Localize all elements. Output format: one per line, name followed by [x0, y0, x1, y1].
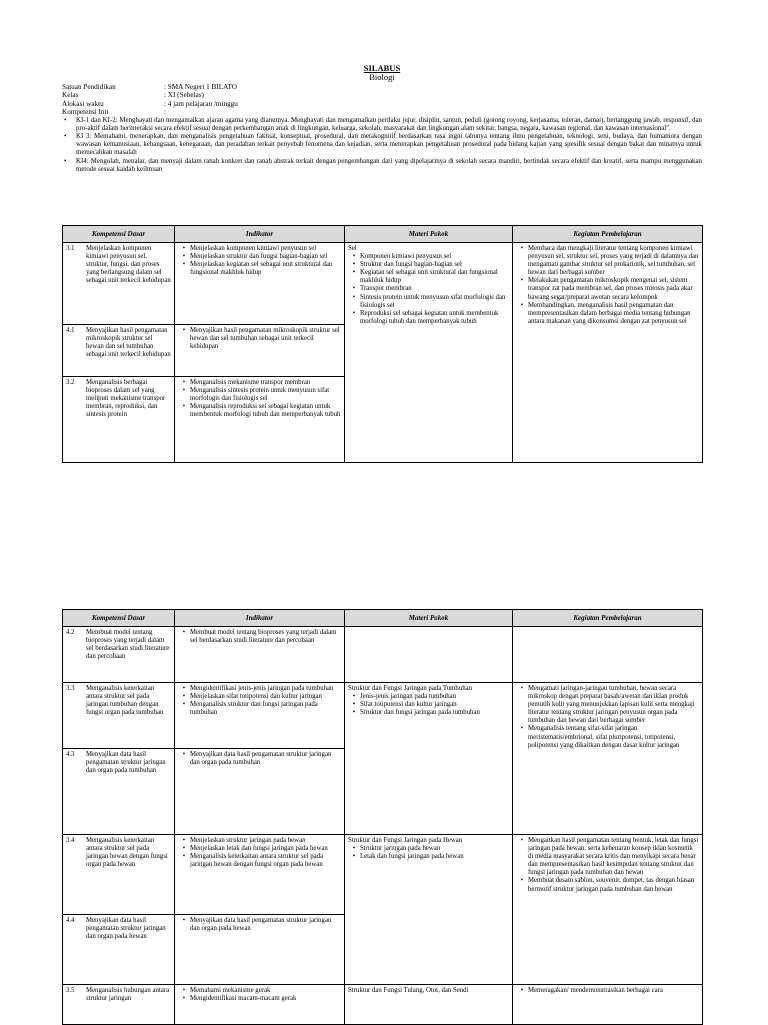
bullet-icon: •: [182, 751, 186, 758]
indikator-list: [178, 327, 341, 351]
kd-text: Menjelaskan komponen kimiawi penyusun sel, struktur, fungsi, dan proses yang berlangsung dalam sel sebagai unit terkecil kehidupan: [86, 245, 171, 285]
table-row: [63, 243, 703, 325]
kd-number: 3.4: [66, 837, 75, 844]
document-header: [62, 64, 702, 174]
kd-entry: [66, 917, 171, 941]
table-header-row: [63, 610, 703, 627]
indikator-list-text: Memahami mekanisme gerak: [190, 987, 271, 994]
bullet-icon: •: [352, 693, 356, 701]
indikator-list-item: [178, 261, 341, 277]
kegiatan-list: [516, 987, 699, 995]
materi-list-item: [348, 709, 509, 717]
table-header-row: [63, 226, 703, 243]
materi-list-item: [348, 845, 509, 853]
kegiatan-list-item: [516, 725, 699, 749]
indikator-list-text: Menganalisis sintesis protein untuk menyusun sifat morfologis dan fisiologis sel: [190, 387, 330, 403]
kegiatan-cell: [513, 243, 703, 463]
meta-value: :: [164, 108, 166, 117]
indikator-list: [178, 379, 341, 419]
materi-list: [348, 693, 509, 717]
kegiatan-list-item: [516, 837, 699, 877]
kd-number: 4.2: [66, 629, 75, 636]
indikator-cell: [175, 683, 345, 749]
materi-list-text: Struktur dan fungsi bagian-bagian sel: [360, 261, 462, 269]
bullet-icon: •: [520, 277, 524, 285]
bullet-icon: •: [182, 403, 186, 411]
ki-item: [62, 158, 702, 174]
indikator-list: [178, 987, 341, 1003]
meta-value: : XI (Sebelas): [164, 91, 204, 100]
materi-list: [348, 845, 509, 861]
bullet-icon: •: [182, 379, 186, 386]
materi-list-text: Struktur dan fungsi jaringan pada tumbuhan: [360, 709, 480, 717]
materi-pokok-cell: [345, 627, 513, 683]
bullet-icon: •: [352, 261, 356, 269]
ki-text: KI-1 dan KI-2: Menghayati dan mengamalkan ajaran agama yang dianutnya. Menghayati dan mengamalkan perilaku jujur, disiplin, santun, peduli (gotong royong, kerjasama, toleran, damai), bertanggung jawab, responsif, dan pro-aktif dalam berinteraksi secara efektif sesuai dengan perkembangan anak di lingkungan, keluarga, sekolah, masyarakat dan lingkungan alam sekitar, bangsa, negara, kawasan regional, dan kawasan internasional".: [76, 116, 702, 132]
bullet-icon: •: [182, 685, 186, 692]
kegiatan-list-text: Membandingkan, menganalisis hasil pengamatan dan mempresentasikan dalam berbagai media tentang hubungan antara makanan yang dikonsumsi dengan zat penyusun sel: [528, 301, 691, 325]
kompetensi-dasar-cell: [63, 985, 175, 1025]
kompetensi-dasar-cell: [63, 627, 175, 683]
indikator-list: [178, 245, 341, 277]
kegiatan-list-text: Menganalisis tentang sifat-sifat jaringan meristematis/embrional, sifat pluripotensi, totipotensi, polipotensi yang dikaitkan dengan dasar kultur jaringan: [528, 725, 680, 749]
indikator-list-item: [178, 751, 341, 767]
document-subtitle: Biologi: [369, 72, 395, 82]
kegiatan-list-text: Mengaitkan hasil pengamatan tentang bentuk, letak dan fungsi jaringan pada hewan, serta kebenaran konsep iklan kosmetik di media masyarakat secara kritis dan menyikapi secara benar dan mempresentasikan hasil kesimpulan tentang struktur dan fungsi jaringan pada tumbuhan dan hewan: [528, 837, 699, 877]
column-header: Materi Pokok: [345, 226, 513, 243]
materi-heading: Struktur dan Fungsi Jaringan pada Hewan: [348, 837, 463, 844]
kd-text: Menyajikan hasil pengamatan mikroskopik struktur sel hewan dan sel tumbuhan sebagai unit terkecil kehidupan: [86, 327, 171, 359]
kompetensi-dasar-cell: [63, 683, 175, 749]
kegiatan-cell: [513, 835, 703, 985]
ki-item: [62, 133, 702, 158]
bullet-icon: •: [64, 157, 67, 165]
materi-list: [348, 253, 509, 326]
bullet-icon: •: [64, 133, 67, 141]
bullet-icon: •: [520, 301, 524, 309]
indikator-list-item: [178, 403, 341, 419]
bullet-icon: •: [182, 837, 186, 844]
indikator-cell: [175, 915, 345, 985]
kd-text: Menganalisis berbagai bioproses dalam sel yang meliputi mekanisme transpor membran, reproduksi, dan sintesis protein: [86, 379, 166, 419]
materi-list-item: [348, 853, 509, 861]
bullet-icon: •: [352, 701, 356, 709]
kd-entry: [66, 245, 171, 285]
bullet-icon: •: [182, 853, 186, 861]
indikator-list-item: [178, 379, 341, 387]
kegiatan-list-item: [516, 685, 699, 725]
indikator-list-text: Menjelaskan struktur dan fungsi bagian-bagian sel: [190, 253, 328, 261]
kompetensi-dasar-cell: [63, 243, 175, 325]
table-row: [63, 627, 703, 683]
kegiatan-list-item: [516, 245, 699, 277]
indikator-cell: [175, 835, 345, 915]
kd-entry: [66, 837, 171, 869]
ki-text: KI4: Mengolah, menalar, dan menyaji dalam ranah konkret dan ranah abstrak terkait dengan pengembangan dari yang dipelajarinya di sekolah secara mandiri, bertindak secara efektif dan kreatif, serta mampu menggunakan metode sesuai kaidah keilmuan: [76, 157, 702, 173]
kegiatan-list-text: Membaca dan mengkaji literatur tentang komponen kimiawi penyusun sel, struktur sel, proses yang terjadi di dalamnya dan mengamati gambar struktur sel prokariotik, sel tumbuhan, sel hewan dari berbagai sumber: [528, 245, 699, 277]
materi-list-item: [348, 285, 509, 293]
materi-pokok-cell: [345, 835, 513, 985]
indikator-list-item: [178, 845, 341, 853]
bullet-icon: •: [182, 387, 186, 395]
bullet-icon: •: [352, 309, 356, 317]
kegiatan-list-text: Melakukan pengamatan mikroskopik mengenai sel, sistem transpor zat pada membran sel, dan proses mitosis pada akar bawang segar/preparat awetan secara kelompok: [528, 277, 693, 301]
bullet-icon: •: [520, 877, 524, 885]
meta-label: Alokasi waktu: [62, 99, 104, 108]
indikator-cell: [175, 243, 345, 325]
bullet-icon: •: [182, 629, 186, 636]
kd-text: Menyajikan data hasil pengamatan struktur jaringan dan organ pada hewan: [86, 917, 166, 941]
meta-row: [62, 91, 702, 99]
kegiatan-list-text: Memeragakan/ mendemonstrasikan berbagai cara: [528, 987, 663, 994]
syllabus-table-1: [62, 225, 703, 463]
materi-list-item: [348, 693, 509, 701]
bullet-icon: •: [182, 245, 186, 252]
bullet-icon: •: [182, 327, 186, 334]
meta-row: [62, 83, 702, 91]
identity-block: [62, 83, 702, 117]
kd-number: 4.4: [66, 917, 75, 924]
column-header: Kompetensi Dasar: [63, 610, 175, 627]
indikator-list-item: [178, 995, 341, 1003]
kd-entry: [66, 987, 171, 1003]
materi-list-text: Struktur jaringan pada hewan: [360, 845, 441, 853]
indikator-cell: [175, 985, 345, 1025]
materi-heading: Sel: [348, 245, 357, 252]
indikator-list-item: [178, 693, 341, 701]
meta-row: [62, 108, 702, 116]
bullet-icon: •: [352, 293, 356, 301]
indikator-list-text: Menganalisis struktur dan fungsi jaringan pada tumbuhan: [190, 701, 318, 717]
bullet-icon: •: [352, 709, 356, 717]
bullet-icon: •: [182, 701, 186, 709]
kompetensi-dasar-cell: [63, 915, 175, 985]
kd-text: Menganalisis keterkaitan antara struktur sel pada jaringan tumbuhan dengan fungsi organ pada tumbuhan: [86, 685, 164, 717]
materi-list-text: Sintesis protein untuk menyusun sifat morfologis dan fisiologis sel: [360, 293, 506, 309]
materi-list-text: Kegiatan sel sebagai unit struktural dan fungsional makhluk hidup: [360, 269, 498, 285]
meta-value: : 4 jam pelajaran /minggu: [164, 99, 238, 108]
indikator-list-text: Mengidentifikasi jenis-jenis jaringan pada tumbuhan: [190, 685, 334, 692]
kompetensi-dasar-cell: [63, 325, 175, 377]
kegiatan-list-text: Membuat desain sablon, souvenir, dompet, tas dengan hiasan bermotif struktur jaringan pada tumbuhan dan hewan: [528, 877, 695, 893]
column-header: Kompetensi Dasar: [63, 226, 175, 243]
kd-text: Menganalisis hubungan antara struktur jaringan: [86, 987, 170, 1003]
materi-list-text: Reproduksi sel sebagai kegiatan untuk membentuk morfologi tubuh dan memperbanyak tubuh: [360, 309, 499, 325]
bullet-icon: •: [352, 269, 356, 277]
kd-entry: [66, 751, 171, 775]
indikator-list: [178, 751, 341, 767]
materi-list-item: [348, 261, 509, 269]
indikator-list-item: [178, 685, 341, 693]
ki-text: KI 3: Memahami, menerapkan, dan menganalisis pengetahuan faktual, konseptual, prosedural, dan metakognitif berdasarkan rasa ingin tahunya tentang ilmu pengetahuan, teknologi, seni, budaya, dan humaniora dengan wawasan kemanusiaan, kebangsaan, kenegaraan, dan peradaban terkait penyebab fenomena dan kejadian, serta menerapkan pengetahuan prosedural pada bidang kajian yang spesifik sesuai dengan bakat dan minatnya untuk memecahkan masalah: [76, 133, 702, 157]
kegiatan-list: [516, 837, 699, 894]
kd-number: 3.2: [66, 379, 75, 386]
kd-text: Menganalisis keterkaitan antara struktur sel pada jaringan hewan dengan fungsi organ pada hewan: [86, 837, 168, 869]
indikator-list-text: Menjelaskan sifat totipotensi dan kultur jaringan: [190, 693, 322, 701]
bullet-icon: •: [352, 845, 356, 853]
bullet-icon: •: [182, 253, 186, 261]
indikator-list-item: [178, 387, 341, 403]
kegiatan-list: [516, 685, 699, 750]
column-header: Indikator: [175, 610, 345, 627]
kegiatan-cell: [513, 985, 703, 1025]
indikator-cell: [175, 749, 345, 835]
table-row: [63, 985, 703, 1025]
ki-item: [62, 117, 702, 133]
meta-row: [62, 100, 702, 108]
indikator-list: [178, 685, 341, 717]
indikator-list-text: Membuat model tentang bioproses yang terjadi dalam sel berdasarkan studi literature dan percobaan: [190, 629, 337, 645]
indikator-cell: [175, 377, 345, 463]
kd-number: 4.1: [66, 327, 75, 334]
column-header: Indikator: [175, 226, 345, 243]
meta-label: Kelas: [62, 91, 79, 100]
bullet-icon: •: [182, 995, 186, 1003]
syllabus-table-2: [62, 609, 703, 1025]
kegiatan-list-item: [516, 987, 699, 995]
materi-heading: Struktur dan Fungsi Tulang, Otot, dan Sendi: [348, 987, 469, 994]
indikator-list-item: [178, 917, 341, 933]
kegiatan-cell: [513, 683, 703, 835]
bullet-icon: •: [352, 253, 356, 261]
bullet-icon: •: [352, 853, 356, 861]
indikator-list-item: [178, 701, 341, 717]
indikator-list-text: Menyajikan data hasil pengamatan struktur jaringan dan organ pada hewan: [190, 917, 332, 933]
indikator-list-text: Menganalisis reproduksi sel sebagai kegiatan untuk membentuk morfologi tubuh dan memperbanyak tubuh: [190, 403, 341, 419]
kompetensi-dasar-cell: [63, 749, 175, 835]
indikator-list-text: Menganalisis mekanisme transpor membran: [190, 379, 311, 386]
kd-entry: [66, 379, 171, 419]
indikator-list-item: [178, 245, 341, 253]
bullet-icon: •: [64, 116, 67, 124]
bullet-icon: •: [520, 685, 524, 692]
indikator-list-text: Menganalisis keterkaitan antara struktur sel pada jaringan hewan dengan fungsi organ pada hewan: [190, 853, 324, 869]
materi-pokok-cell: [345, 683, 513, 835]
kd-number: 3.5: [66, 987, 75, 994]
kd-entry: [66, 629, 171, 661]
indikator-list: [178, 629, 341, 645]
bullet-icon: •: [520, 245, 524, 252]
materi-list-text: Jenis-jenis jaringan pada tumbuhan: [360, 693, 457, 701]
meta-value: : SMA Negeri 1 BILATO: [164, 83, 237, 91]
kompetensi-inti-list: [62, 117, 702, 174]
bullet-icon: •: [182, 987, 186, 994]
materi-list-item: [348, 701, 509, 709]
indikator-list-text: Mengidentifikasi macam-macam gerak: [190, 995, 297, 1003]
indikator-list-text: Menjelaskan struktur jaringan pada hewan: [190, 837, 306, 844]
indikator-list-text: Menjelaskan komponen kimiawi penyusun sel: [190, 245, 317, 252]
kompetensi-dasar-cell: [63, 377, 175, 463]
indikator-list-item: [178, 253, 341, 261]
kd-number: 3.3: [66, 685, 75, 692]
bullet-icon: •: [182, 845, 186, 853]
kegiatan-list-item: [516, 302, 699, 326]
materi-list-text: Transpor membran: [360, 285, 412, 293]
column-header: Kegiatan Pembelajaran: [513, 226, 703, 243]
indikator-list-item: [178, 837, 341, 845]
bullet-icon: •: [182, 261, 186, 269]
column-header: Kegiatan Pembelajaran: [513, 610, 703, 627]
indikator-list: [178, 837, 341, 869]
table-row: [63, 683, 703, 749]
indikator-list-text: Menjelaskan kegiatan sel sebagai unit struktural dan fungsional makhluk hidup: [190, 261, 333, 277]
indikator-list: [178, 917, 341, 933]
materi-list-item: [348, 269, 509, 285]
indikator-list-item: [178, 987, 341, 995]
kd-text: Menyajikan data hasil pengamatan struktur jaringan dan organ pada tumbuhan: [86, 751, 166, 775]
meta-label: Satuan Pendidikan: [62, 83, 116, 91]
bullet-icon: •: [352, 285, 356, 293]
kegiatan-list-item: [516, 277, 699, 301]
bullet-icon: •: [520, 987, 524, 994]
kompetensi-dasar-cell: [63, 835, 175, 915]
kd-number: 4.3: [66, 751, 75, 758]
kegiatan-list-item: [516, 877, 699, 893]
materi-list-text: Sifat totipotensi dan kultur jaringan: [360, 701, 457, 709]
materi-list-item: [348, 294, 509, 310]
indikator-list-item: [178, 629, 341, 645]
document-title: SILABUS: [363, 63, 401, 73]
kd-entry: [66, 685, 171, 717]
bullet-icon: •: [520, 725, 524, 733]
kegiatan-list-text: Mengamati jaringan-jaringan tumbuhan, hewan secara mikroskop dengan preparat basah/awetan dan iklan produk pemutih kulit yang menunjukkan lapisan kulit serta mengkaji literatur tentang struktur jaringan penyusun organ pada tumbuhan dan hewan dari berbagai sumber: [528, 685, 695, 725]
kegiatan-cell: [513, 627, 703, 683]
bullet-icon: •: [520, 837, 524, 844]
materi-pokok-cell: [345, 243, 513, 463]
kegiatan-list: [516, 245, 699, 326]
bullet-icon: •: [182, 693, 186, 701]
indikator-cell: [175, 325, 345, 377]
indikator-list-text: Menyajikan hasil pengamatan mikroskopik struktur sel hewan dan sel tumbuhan sebagai unit terkecil kehidupan: [190, 327, 340, 351]
materi-heading: Struktur dan Fungsi Jaringan pada Tumbuhan: [348, 685, 473, 692]
column-header: Materi Pokok: [345, 610, 513, 627]
materi-list-text: Komponen kimiawi penyusun sel: [360, 253, 452, 261]
indikator-list-item: [178, 327, 341, 351]
materi-list-item: [348, 253, 509, 261]
materi-list-item: [348, 310, 509, 326]
meta-label: Kompetensi Inti: [62, 108, 109, 117]
kd-entry: [66, 327, 171, 359]
materi-list-text: Letak dan fungsi jaringan pada hewan: [360, 853, 464, 861]
bullet-icon: •: [182, 917, 186, 924]
table-row: [63, 835, 703, 915]
indikator-list-item: [178, 853, 341, 869]
indikator-list-text: Menyajikan data hasil pengamatan struktur jaringan dan organ pada tumbuhan: [190, 751, 332, 767]
kd-number: 3.1: [66, 245, 75, 252]
indikator-cell: [175, 627, 345, 683]
kd-text: Membuat model tentang bioproses yang terjadi dalam sel berdasarkan studi literature dan percobaan: [86, 629, 170, 661]
materi-pokok-cell: [345, 985, 513, 1025]
indikator-list-text: Menjelaskan letak dan fungsi jaringan pada hewan: [190, 845, 328, 853]
